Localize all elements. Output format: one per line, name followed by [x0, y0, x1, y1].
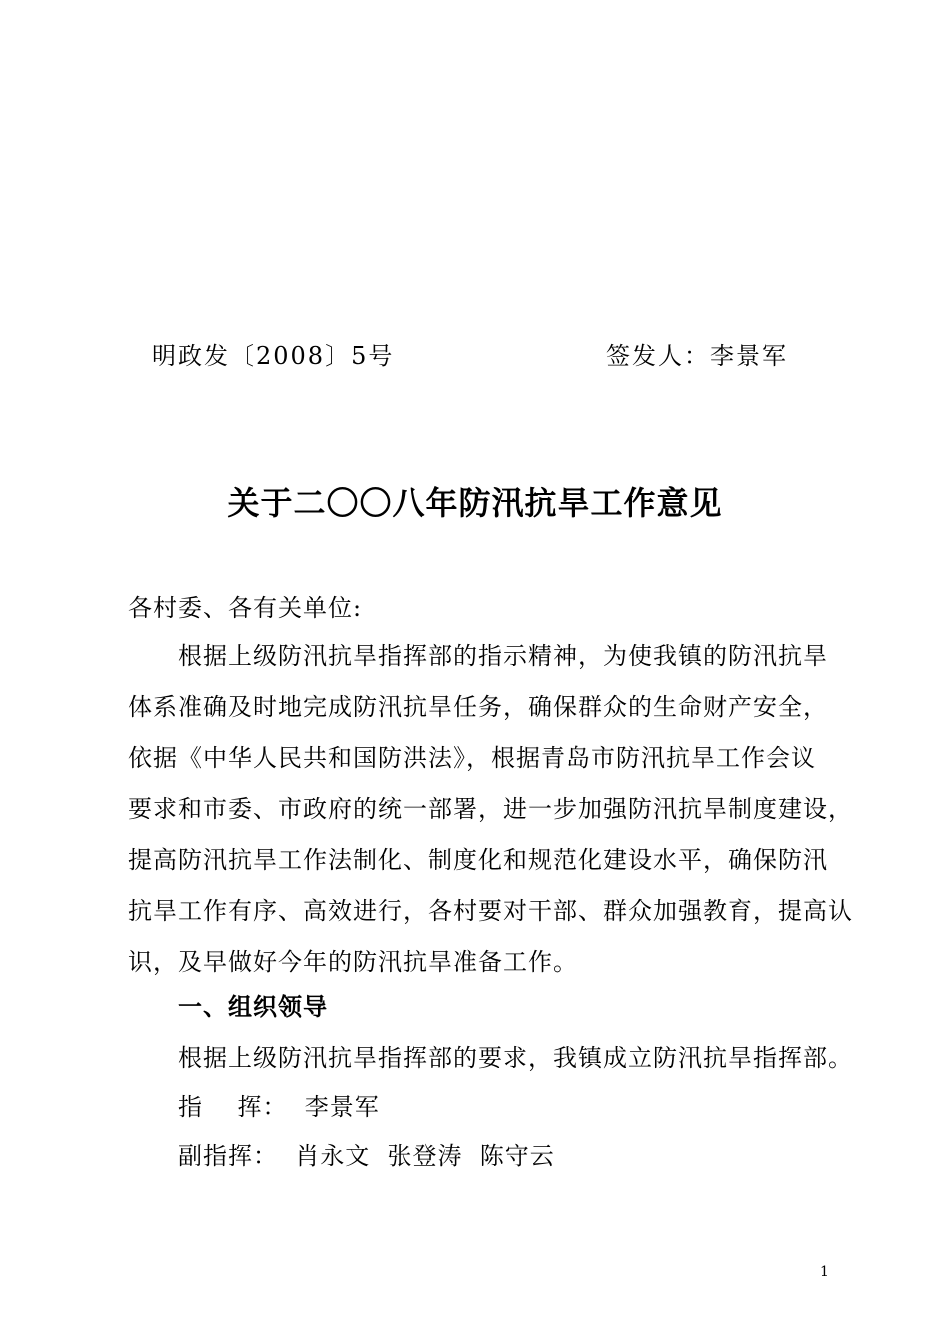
section-heading: 一、组织领导 [178, 993, 328, 1021]
paragraph-line: 体系准确及时地完成防汛抗旱任务，确保群众的生命财产安全， [128, 693, 828, 721]
paragraph-line: 提高防汛抗旱工作法制化、制度化和规范化建设水平，确保防汛 [128, 846, 828, 874]
paragraph-line: 要求和市委、市政府的统一部署，进一步加强防汛抗旱制度建设， [128, 795, 853, 823]
document-title: 关于二〇〇八年防汛抗旱工作意见 [227, 484, 723, 522]
paragraph-line: 抗旱工作有序、高效进行，各村要对干部、群众加强教育，提高认 [128, 897, 853, 925]
document-number: 明政发〔2008〕5号 [152, 342, 395, 370]
section-body: 根据上级防汛抗旱指挥部的要求，我镇成立防汛抗旱指挥部。 [178, 1044, 853, 1072]
deputy-commander-line: 副指挥： 肖永文 张登涛 陈守云 [178, 1142, 555, 1170]
signer: 签发人：李景军 [606, 342, 788, 370]
commander-line: 指 挥： 李景军 [178, 1093, 380, 1121]
paragraph-line: 根据上级防汛抗旱指挥部的指示精神，为使我镇的防汛抗旱 [178, 642, 828, 670]
paragraph-line: 识，及早做好今年的防汛抗旱准备工作。 [128, 948, 578, 976]
salutation: 各村委、各有关单位: [128, 594, 363, 622]
paragraph-line: 依据《中华人民共和国防洪法》，根据青岛市防汛抗旱工作会议 [128, 744, 816, 772]
page-number: 1 [820, 1264, 829, 1280]
